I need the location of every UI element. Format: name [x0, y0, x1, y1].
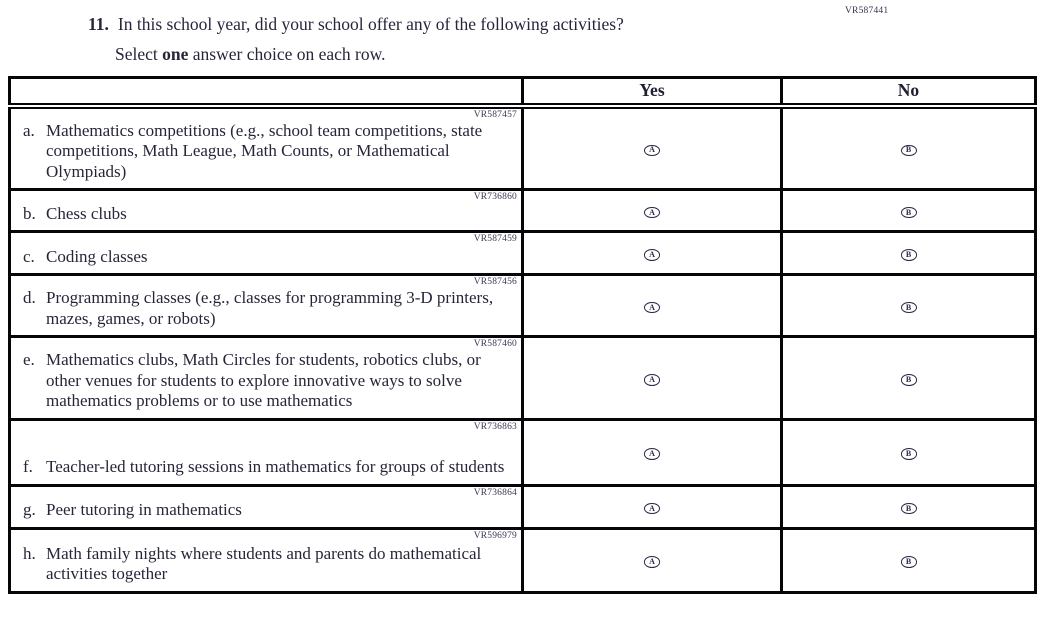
row-text: Peer tutoring in mathematics	[46, 500, 242, 519]
no-bubble[interactable]: B	[901, 556, 917, 568]
yes-cell	[523, 485, 782, 528]
row-text: Mathematics competitions (e.g., school team competitions, state competitions, Math League, Math Counts, or Mathematical Olympiads)	[46, 120, 483, 181]
activity-cell	[10, 190, 523, 232]
activities-table	[8, 76, 1037, 594]
header-yes: Yes	[523, 78, 782, 106]
no-bubble[interactable]: B	[901, 302, 917, 314]
table-row-b	[10, 190, 1036, 232]
no-bubble[interactable]: B	[901, 145, 917, 157]
table-row-f	[10, 419, 1036, 485]
row-code: VR587460	[473, 339, 517, 349]
row-code: VR736863	[473, 421, 517, 432]
yes-bubble[interactable]: A	[644, 556, 660, 568]
row-label: h.	[23, 543, 36, 563]
question-instruction	[115, 43, 1042, 65]
yes-cell	[523, 419, 782, 485]
row-code: VR587456	[473, 277, 517, 287]
question-text: In this school year, did your school offer any of the following activities?	[117, 14, 624, 34]
instruction-text-end: answer choice on each row.	[188, 44, 386, 64]
row-text: Coding classes	[46, 246, 148, 266]
row-label: e.	[23, 350, 35, 369]
yes-bubble[interactable]: A	[644, 448, 660, 460]
no-bubble[interactable]: B	[901, 374, 917, 386]
question-block	[88, 0, 1042, 65]
row-code: VR736864	[473, 487, 517, 498]
yes-bubble[interactable]: A	[644, 374, 660, 386]
row-label: b.	[23, 203, 36, 223]
question-line	[88, 13, 1042, 35]
table-row-a	[10, 106, 1036, 190]
no-bubble[interactable]: B	[901, 503, 917, 515]
yes-bubble[interactable]: A	[644, 249, 660, 261]
table-row-g	[10, 485, 1036, 528]
row-label: a.	[23, 120, 35, 140]
no-cell	[782, 337, 1036, 420]
header-no: No	[782, 78, 1036, 106]
activity-cell	[10, 528, 523, 592]
yes-bubble[interactable]: A	[644, 503, 660, 515]
yes-bubble[interactable]: A	[644, 145, 660, 157]
header-blank	[10, 78, 523, 106]
no-cell	[782, 419, 1036, 485]
row-code: VR596979	[473, 530, 517, 541]
table-row-e	[10, 337, 1036, 420]
no-cell	[782, 485, 1036, 528]
form-code: VR587441	[845, 6, 889, 16]
yes-cell	[523, 275, 782, 337]
instruction-text-start: Select	[115, 44, 163, 64]
activity-cell	[10, 232, 523, 275]
row-text: Teacher-led tutoring sessions in mathematics for groups of students	[46, 457, 505, 476]
row-label: d.	[23, 288, 36, 307]
no-bubble[interactable]: B	[901, 207, 917, 219]
yes-cell	[523, 528, 782, 592]
row-text: Math family nights where students and parents do mathematical activities together	[46, 543, 482, 583]
row-text: Chess clubs	[46, 203, 127, 223]
table-row-c	[10, 232, 1036, 275]
no-cell	[782, 106, 1036, 190]
row-label: f.	[23, 457, 33, 476]
yes-cell	[523, 190, 782, 232]
row-code: VR736860	[473, 192, 517, 202]
no-cell	[782, 275, 1036, 337]
no-cell	[782, 190, 1036, 232]
table-row-d	[10, 275, 1036, 337]
activity-cell	[10, 337, 523, 420]
yes-bubble[interactable]: A	[644, 207, 660, 219]
header-row	[10, 78, 1036, 106]
activity-cell	[10, 275, 523, 337]
yes-cell	[523, 337, 782, 420]
row-text: Programming classes (e.g., classes for programming 3-D printers, mazes, games, or robots)	[46, 288, 494, 328]
row-label: c.	[23, 246, 35, 266]
no-cell	[782, 528, 1036, 592]
activity-cell	[10, 106, 523, 190]
yes-cell	[523, 232, 782, 275]
question-number: 11.	[88, 14, 109, 34]
instruction-text-bold: one	[162, 44, 189, 64]
table-row-h	[10, 528, 1036, 592]
activity-cell	[10, 419, 523, 485]
yes-bubble[interactable]: A	[644, 302, 660, 314]
yes-cell	[523, 106, 782, 190]
activity-cell	[10, 485, 523, 528]
no-bubble[interactable]: B	[901, 448, 917, 460]
row-label: g.	[23, 500, 36, 519]
row-code: VR587457	[473, 109, 517, 120]
row-code: VR587459	[473, 234, 517, 244]
row-text: Mathematics clubs, Math Circles for students, robotics clubs, or other venues for students to explore innovative ways to solve mathematics problems or to use mathematics	[46, 350, 481, 410]
no-cell	[782, 232, 1036, 275]
no-bubble[interactable]: B	[901, 249, 917, 261]
